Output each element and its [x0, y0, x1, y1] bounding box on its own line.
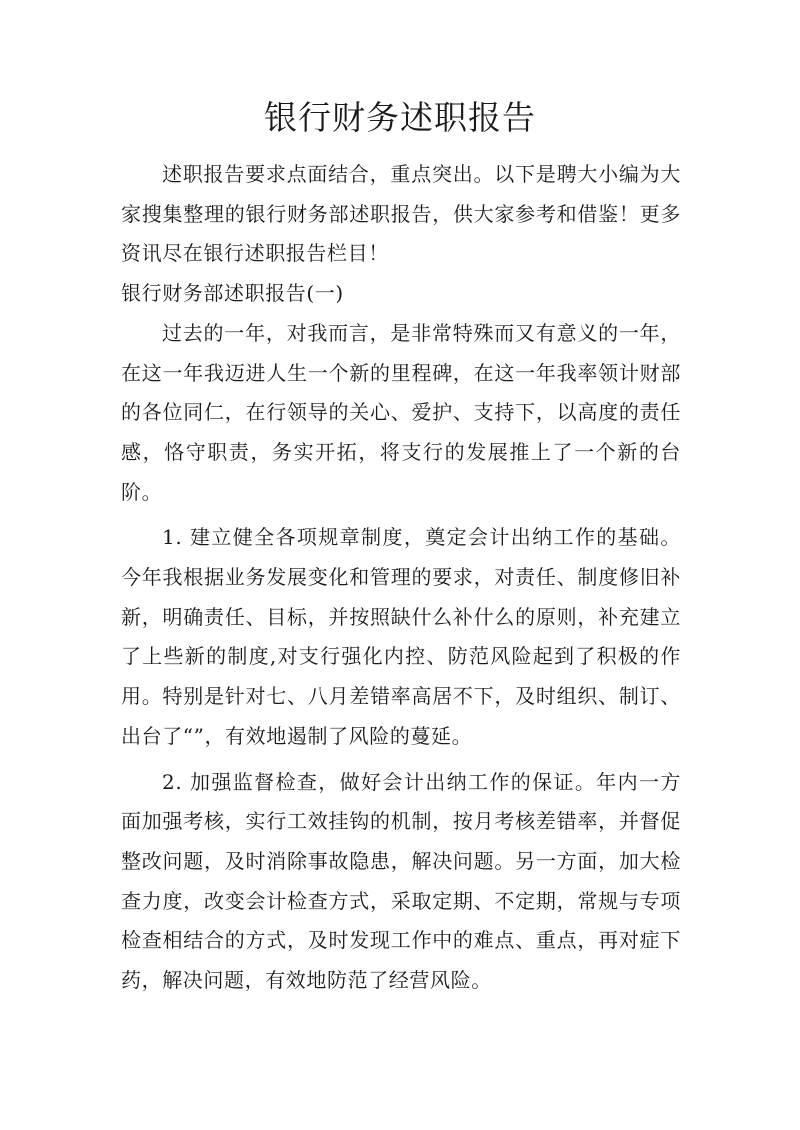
body-paragraph-1: 过去的一年，对我而言，是非常特殊而又有意义的一年，在这一年我迈进人生一个新的里程碑，在这一年我率领计财部的各位同仁，在行领导的关心、爱护、支持下，以高度的责任感，恪守职责，务实开拓，将支行的发展推上了一个新的台阶。 — [121, 320, 681, 504]
body-paragraph-2: 1. 建立健全各项规章制度，奠定会计出纳工作的基础。今年我根据业务发展变化和管理的要求，对责任、制度修旧补新，明确责任、目标，并按照缺什么补什么的原则，补充建立了上些新的制度,对支行强化内控、防范风险起到了积极的作用。特别是针对七、八月差错率高居不下，及时组织、制订、出台了“”，有效地遏制了风险的蔓延。 — [121, 525, 681, 748]
body-paragraph-3: 2. 加强监督检查，做好会计出纳工作的保证。年内一方面加强考核，实行工效挂钩的机制，按月考核差错率，并督促整改问题，及时消除事故隐患，解决问题。另一方面，加大检查力度，改变会计检查方式，采取定期、不定期，常规与专项检查相结合的方式，及时发现工作中的难点、重点，再对症下药，解决问题，有效地防范了经营风险。 — [121, 769, 681, 993]
section-heading: 银行财务部述职报告(一) — [121, 281, 344, 306]
document-body — [121, 155, 681, 1001]
intro-paragraph: 述职报告要求点面结合，重点突出。以下是聘大小编为大家搜集整理的银行财务部述职报告，供大家参考和借鉴！更多资讯尽在银行述职报告栏目！ — [121, 162, 681, 266]
document-title: 银行财务述职报告 — [264, 98, 536, 137]
